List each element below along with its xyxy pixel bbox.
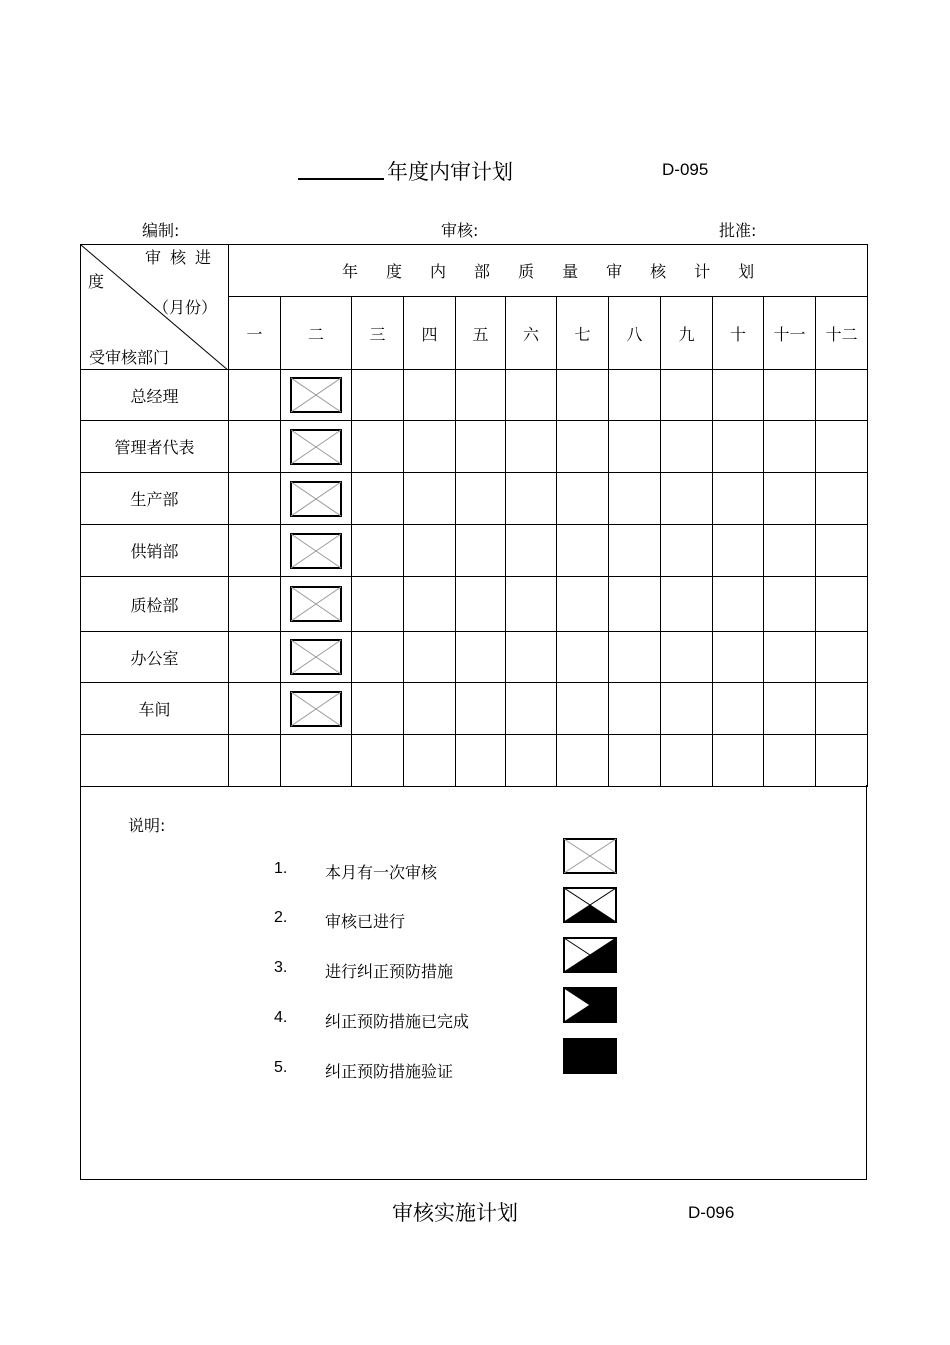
month-header-12: 十二: [816, 297, 868, 370]
month-cell-5: [456, 525, 506, 577]
month-cell-7: [557, 577, 609, 632]
legend-text: 审核已进行: [325, 912, 406, 931]
department-cell: 质检部: [81, 577, 229, 632]
month-cell-5: [456, 735, 506, 787]
audit-status-1-icon: [290, 481, 342, 517]
month-cell-3: [352, 525, 404, 577]
month-cell-8: [609, 683, 661, 735]
month-cell-9: [661, 577, 713, 632]
month-cell-6: [506, 577, 557, 632]
legend-icon: [563, 1038, 617, 1074]
month-cell-4: [404, 525, 456, 577]
month-cell-10: [713, 735, 764, 787]
month-cell-6: [506, 735, 557, 787]
corner-label-degree: 度: [88, 272, 105, 291]
month-cell-3: [352, 370, 404, 421]
month-header-1: 一: [229, 297, 281, 370]
table-row: [81, 370, 868, 421]
department-cell: 总经理: [81, 370, 229, 421]
department-cell: 车间: [81, 683, 229, 735]
month-cell-8: [609, 421, 661, 473]
month-cell-1: [229, 735, 281, 787]
month-cell-2: [281, 421, 352, 473]
legend-panel: [80, 785, 867, 1180]
header-char: 年: [342, 262, 359, 281]
legend-number: 2.: [274, 909, 288, 926]
month-cell-5: [456, 421, 506, 473]
month-cell-11: [764, 735, 816, 787]
month-cell-2: [281, 525, 352, 577]
month-cell-7: [557, 735, 609, 787]
legend-number: 4.: [274, 1009, 288, 1026]
month-cell-9: [661, 525, 713, 577]
header-char: 质: [518, 262, 535, 281]
month-cell-1: [229, 632, 281, 683]
audit-status-1-icon: [290, 586, 342, 622]
month-header-8: 八: [609, 297, 661, 370]
month-cell-9: [661, 370, 713, 421]
month-cell-4: [404, 735, 456, 787]
month-cell-12: [816, 577, 868, 632]
table-row: [81, 735, 868, 787]
month-cell-12: [816, 735, 868, 787]
month-cell-3: [352, 735, 404, 787]
month-cell-7: [557, 683, 609, 735]
department-cell: 生产部: [81, 473, 229, 525]
month-header-9: 九: [661, 297, 713, 370]
audit-status-1-icon: [290, 691, 342, 727]
month-cell-2: [281, 683, 352, 735]
header-char: 部: [474, 262, 491, 281]
legend-heading: 说明:: [128, 816, 166, 835]
approve-label: 批准:: [719, 221, 757, 240]
legend-text: 进行纠正预防措施: [325, 962, 454, 981]
corner-label-month: （月份）: [153, 298, 218, 317]
month-header-10: 十: [713, 297, 764, 370]
month-cell-6: [506, 632, 557, 683]
month-cell-1: [229, 473, 281, 525]
month-cell-8: [609, 370, 661, 421]
legend-icon: [563, 838, 617, 874]
legend-number: 5.: [274, 1059, 288, 1076]
audit-status-3-icon: [563, 937, 617, 973]
audit-plan-table: [80, 244, 868, 787]
month-cell-1: [229, 421, 281, 473]
audit-status-1-icon: [290, 533, 342, 569]
month-cell-3: [352, 421, 404, 473]
review-label: 审核:: [441, 221, 479, 240]
month-cell-1: [229, 683, 281, 735]
month-cell-10: [713, 370, 764, 421]
month-cell-6: [506, 683, 557, 735]
month-cell-7: [557, 525, 609, 577]
department-cell: 管理者代表: [81, 421, 229, 473]
month-cell-11: [764, 683, 816, 735]
month-cell-8: [609, 735, 661, 787]
month-header-11: 十一: [764, 297, 816, 370]
month-cell-8: [609, 577, 661, 632]
month-cell-11: [764, 577, 816, 632]
month-cell-11: [764, 632, 816, 683]
document-header: [0, 152, 950, 186]
corner-label-progress: 审核进: [145, 248, 221, 267]
month-cell-5: [456, 683, 506, 735]
header-char: 核: [650, 262, 667, 281]
corner-cell: [81, 245, 229, 370]
month-cell-12: [816, 683, 868, 735]
month-cell-8: [609, 473, 661, 525]
month-cell-5: [456, 370, 506, 421]
title-blank-line: [298, 178, 384, 180]
next-form-code: D-096: [688, 1203, 735, 1222]
month-cell-3: [352, 473, 404, 525]
department-cell: 办公室: [81, 632, 229, 683]
corner-label-department: 受审核部门: [89, 348, 170, 367]
legend-text: 纠正预防措施已完成: [325, 1012, 470, 1031]
legend-number: 1.: [274, 860, 288, 877]
audit-status-1-icon: [563, 838, 617, 874]
department-cell: 供销部: [81, 525, 229, 577]
month-cell-2: [281, 473, 352, 525]
legend-number: 3.: [274, 959, 288, 976]
month-cell-3: [352, 683, 404, 735]
month-cell-4: [404, 473, 456, 525]
compile-label: 编制:: [142, 221, 180, 240]
legend-text: 本月有一次审核: [325, 863, 438, 882]
month-header-5: 五: [456, 297, 506, 370]
month-cell-10: [713, 421, 764, 473]
form-code: D-095: [662, 160, 709, 179]
audit-status-4-icon: [563, 987, 617, 1023]
month-cell-4: [404, 577, 456, 632]
month-cell-7: [557, 421, 609, 473]
month-cell-9: [661, 683, 713, 735]
month-cell-2: [281, 735, 352, 787]
month-cell-1: [229, 577, 281, 632]
month-cell-11: [764, 370, 816, 421]
audit-status-1-icon: [290, 429, 342, 465]
month-cell-12: [816, 525, 868, 577]
audit-status-2-icon: [563, 887, 617, 923]
legend-icon: [563, 937, 617, 973]
table-row: [81, 473, 868, 525]
month-cell-6: [506, 525, 557, 577]
page-title: 年度内审计划: [387, 160, 513, 184]
header-char: 计: [694, 262, 711, 281]
month-cell-4: [404, 421, 456, 473]
month-cell-2: [281, 632, 352, 683]
month-cell-11: [764, 421, 816, 473]
month-cell-9: [661, 421, 713, 473]
audit-status-1-icon: [290, 377, 342, 413]
month-cell-6: [506, 421, 557, 473]
header-annual-internal-audit-plan: [229, 245, 868, 297]
month-cell-12: [816, 421, 868, 473]
month-cell-11: [764, 525, 816, 577]
month-cell-2: [281, 577, 352, 632]
table-row: [81, 421, 868, 473]
header-char: 量: [562, 262, 579, 281]
month-cell-10: [713, 577, 764, 632]
next-form-title: 审核实施计划: [392, 1201, 518, 1225]
month-header-2: 二: [281, 297, 352, 370]
legend-text: 纠正预防措施验证: [325, 1062, 454, 1081]
month-cell-5: [456, 632, 506, 683]
month-cell-6: [506, 370, 557, 421]
month-header-7: 七: [557, 297, 609, 370]
month-cell-9: [661, 473, 713, 525]
table-row: [81, 525, 868, 577]
month-cell-4: [404, 370, 456, 421]
month-cell-7: [557, 632, 609, 683]
month-header-4: 四: [404, 297, 456, 370]
month-cell-5: [456, 473, 506, 525]
month-cell-10: [713, 473, 764, 525]
month-cell-12: [816, 473, 868, 525]
month-cell-1: [229, 525, 281, 577]
audit-status-5-icon: [563, 1038, 617, 1074]
month-cell-1: [229, 370, 281, 421]
month-cell-10: [713, 683, 764, 735]
month-cell-7: [557, 370, 609, 421]
table-row: [81, 632, 868, 683]
month-header-6: 六: [506, 297, 557, 370]
month-cell-4: [404, 683, 456, 735]
table-row: [81, 683, 868, 735]
month-cell-4: [404, 632, 456, 683]
month-cell-6: [506, 473, 557, 525]
audit-status-1-icon: [290, 639, 342, 675]
month-cell-7: [557, 473, 609, 525]
month-cell-10: [713, 632, 764, 683]
month-cell-5: [456, 577, 506, 632]
month-cell-8: [609, 632, 661, 683]
month-cell-2: [281, 370, 352, 421]
month-cell-12: [816, 632, 868, 683]
month-cell-9: [661, 632, 713, 683]
month-cell-11: [764, 473, 816, 525]
header-char: 度: [386, 262, 403, 281]
legend-icon: [563, 987, 617, 1023]
table-row: [81, 577, 868, 632]
header-char: 内: [430, 262, 447, 281]
header-char: 审: [606, 262, 623, 281]
month-cell-9: [661, 735, 713, 787]
month-cell-3: [352, 577, 404, 632]
month-cell-10: [713, 525, 764, 577]
month-cell-12: [816, 370, 868, 421]
month-cell-3: [352, 632, 404, 683]
month-header-3: 三: [352, 297, 404, 370]
department-cell: [81, 735, 229, 787]
header-char: 划: [738, 262, 755, 281]
legend-icon: [563, 887, 617, 923]
month-cell-8: [609, 525, 661, 577]
